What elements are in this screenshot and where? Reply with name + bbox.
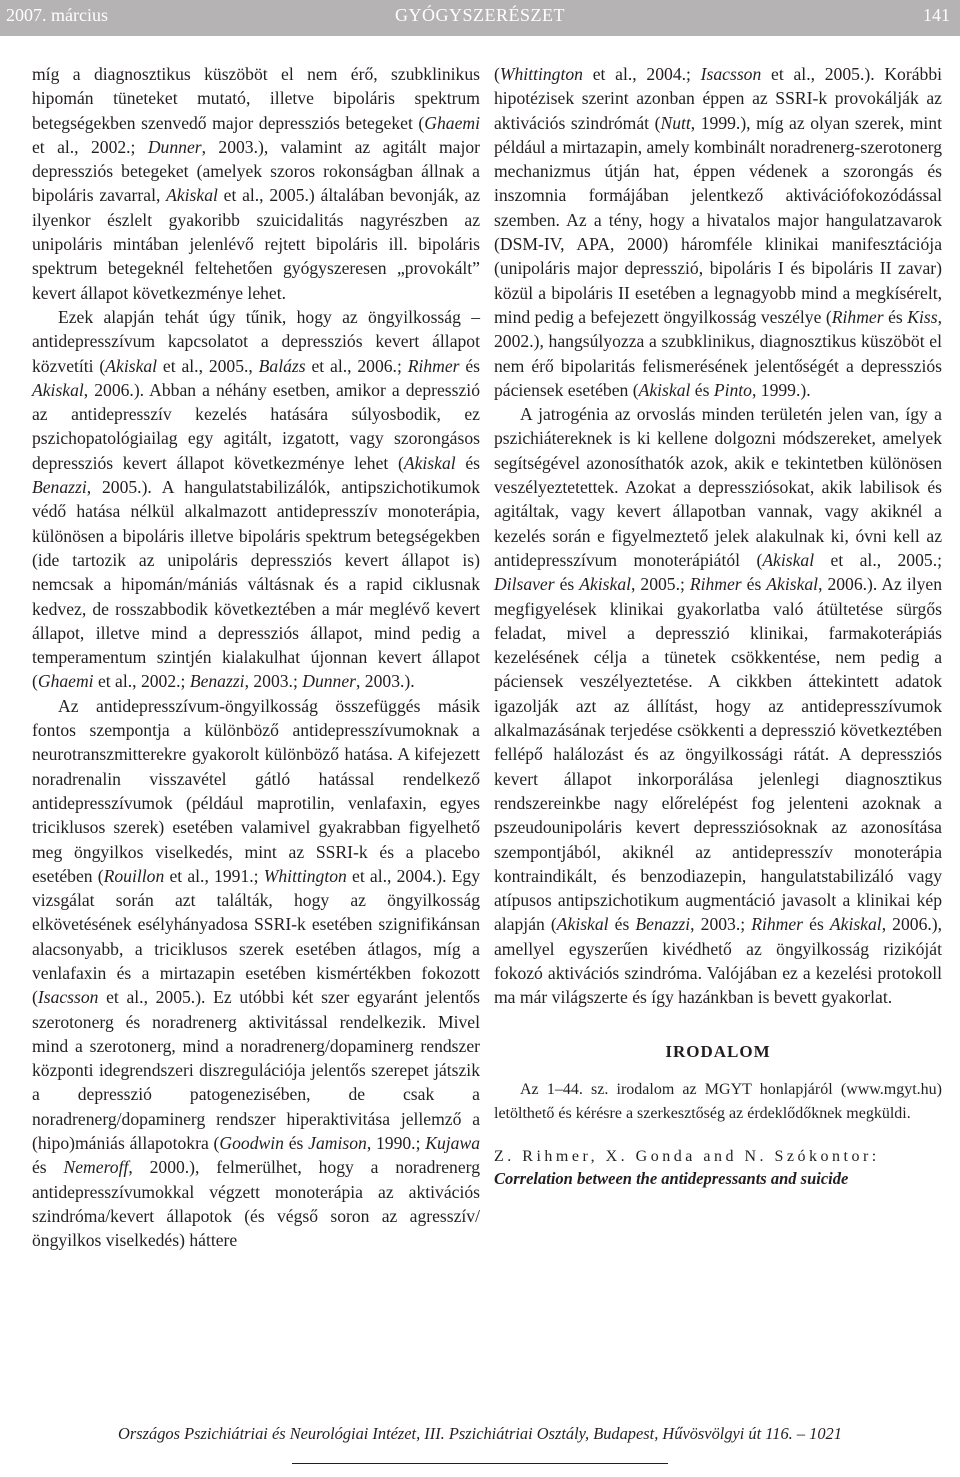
cited-author: Akiskal bbox=[403, 452, 456, 473]
body-paragraph: míg a diagnosztikus küszöböt el nem érő, szubklinikus hipomán tüneteket mutató, illetve bipoláris spektrum betegségekben szenvedő major depressziós betegeket (Ghaemi et al., 2002.; Dunner, 2003.), valamint az agitált major depressziós betegeket (amelyek szoros rokonságban állnak a bipoláris zavarral, Akiskal et al., 2005.) általában bevonják, az ilyenkor észlelt gyakoribb szuicidalitás nagyrészben az unipoláris mintában jelenlévő rejtett bipoláris ill. bipoláris spektrum betegeknél feltehetően gyógyszeresen „provokált” kevert állapot következménye lehet. bbox=[32, 64, 481, 303]
body-paragraph: A jatrogénia az orvoslás minden területén jelen van, így a pszichiátereknek is ki kellene dolgozni módszereket, amelyek segítségével azonosíthatók azok, akik e tekintetben különösen veszélyeztetettek. Azokat a depressziósokat, akik labilisok és agitáltak, vagy kevert állapotban vannak, vagy akiknél a kezelés során e figyelmeztető jelek alakulnak ki, óvni kell az antidepresszívum monoterápiától (Akiskal et al., 2005.; Dilsaver és Akiskal, 2005.; Rihmer és Akiskal, 2006.). Az ilyen megfigyelések klinikai gyakorlatba való átültetése sürgős feladat, mivel a depresszió klinikai, farmakoterápiás kezelésének célja a tünetek csökkentése, nem pedig a páciensek veszélyeztetése. A cikkben áttekintett adatok igazolják azt az állítást, hogy az antidepresszívumok alkalmazásának terjedése csökkenti a depresszió következtében fellépő halálozást és az öngyilkossági rátát. A depressziós kevert állapot inkorporálása jelenlegi diagnosztikus rendszereinkbe nagy előrelépést fog jelenteni azoknak a pszeudounipoláris kevert depressziósoknak az azonosítása szempontjából, akiknél az antidepresszív monoterápia kontraindikált, és benzodiazepin, hangulatstabilizáló vagy atípusos antipszichotikum augmentáció javasolt a klinikai kép alapján (Akiskal és Benazzi, 2003.; Rihmer és Akiskal, 2006.), amellyel egyszerűen kivédhető az öngyilkosság rizikóját fokozó aktivációs szindróma. Valójában ez a kezelési protokoll ma már világszerte és így hazánkban is bevett gyakorlat. bbox=[494, 404, 943, 1008]
english-summary-authors: Z. Rihmer, X. Gonda and N. Szókontor: bbox=[494, 1147, 880, 1165]
cited-author: Kiss bbox=[907, 306, 938, 327]
cited-author: Akiskal bbox=[638, 379, 691, 400]
cited-author: Akiskal bbox=[166, 185, 218, 206]
cited-author: Nutt bbox=[660, 112, 691, 133]
right-text-column bbox=[494, 62, 942, 1190]
cited-author: Dilsaver bbox=[494, 574, 555, 595]
cited-author: Ghaemi bbox=[37, 671, 94, 692]
body-paragraph: (Whittington et al., 2004.; Isacsson et al., 2005.). Korábbi hipotézisek szerint azonban éppen az SSRI-k provokálják az aktivációs szindrómát (Nutt, 1999.), míg az olyan szerek, mint például a mirtazapin, amely kombinált noradrenerg-szerotonerg mechanizmus útján hat, éppen védenek a szorongás és inszomnia formájában jelentkező aktivációfokozódással szemben. Az a tény, hogy a hivatalos major hangulatzavarok (DSM-IV, APA, 2000) háromféle klinikai manifesztációja (unipoláris major depresszió, bipoláris I és bipoláris II zavar) közül a bipoláris II esetében a legnagyobb mind a megkísérelt, mind pedig a befejezett öngyilkosság veszélye (Rihmer és Kiss, 2002.), hangsúlyozza a szubklinikus, diagnosztikus küszöböt el nem érő bipolaritás felismerésének jelentőségét a depressziós páciensek esetében (Akiskal és Pinto, 1999.). bbox=[494, 64, 943, 400]
body-paragraph: Ezek alapján tehát úgy tűnik, hogy az öngyilkosság – antidepresszívum kapcsolatot a depressziós kevert állapot közvetíti (Akiskal et al., 2005., Balázs et al., 2006.; Rihmer és Akiskal, 2006.). Abban a néhány esetben, amikor a depresszió az antidepresszív kezelés hatására súlyosbodik, ez pszichopatológiailag egy agitált, izgatott, vagy szorongásos depressziós kevert állapot következménye lehet (Akiskal és Benazzi, 2005.). A hangulatstabilizálók, antipszichotikumok védő hatása nélkül alkalmazott antidepresszív monoterápia, különösen a bipoláris illetve bipoláris spektrum betegségekben (ide tartozik az unipoláris depressziós kevert állapot is) nemcsak a hipomán/mániás váltásnak és a rapid ciklusnak kedvez, de rosszabbodik következtében a már meglévő kevert állapot, illetve mind a depressziós állapot, mind pedig a temperamentum szintjén kialakulhat újonnan kevert állapot (Ghaemi et al., 2002.; Benazzi, 2003.; Dunner, 2003.). bbox=[32, 306, 480, 692]
cited-author: Rihmer bbox=[689, 574, 742, 595]
cited-author: Ghaemi bbox=[424, 112, 480, 133]
cited-author: Benazzi bbox=[189, 671, 245, 692]
left-text-column bbox=[32, 62, 480, 1253]
cited-author: Dunner bbox=[302, 671, 356, 692]
cited-author: Akiskal bbox=[766, 574, 819, 595]
cited-author: Kujawa bbox=[425, 1133, 481, 1154]
references-note: Az 1–44. sz. irodalom az MGYT honlapjáról (www.mgyt.hu) letölthető és kérésre a szerkesztőség az érdeklődőknek megküldi. bbox=[494, 1080, 942, 1122]
english-summary-title: Correlation between the antidepressants and suicide bbox=[494, 1168, 849, 1188]
cited-author: Rihmer bbox=[831, 306, 884, 327]
cited-author: Isacsson bbox=[37, 987, 99, 1008]
cited-author: Jamison bbox=[308, 1133, 367, 1154]
cited-author: Benazzi bbox=[635, 914, 691, 935]
running-header bbox=[0, 0, 960, 36]
cited-author: Rihmer bbox=[407, 355, 460, 376]
cited-author: Goodwin bbox=[219, 1133, 284, 1154]
cited-author: Whittington bbox=[499, 64, 583, 84]
cited-author: Akiskal bbox=[829, 914, 882, 935]
cited-author: Benazzi bbox=[32, 477, 87, 498]
cited-author: Pinto bbox=[713, 379, 752, 400]
cited-author: Akiskal bbox=[32, 379, 84, 400]
footer-rule bbox=[292, 1463, 668, 1464]
body-paragraph: Az antidepresszívum-öngyilkosság összefüggés másik fontos szempontja a különböző antidepresszívumoknak a neurotranszmitterekre gyakorolt különböző hatása. A kifejezett noradrenalin visszavétel gátló hatással rendelkező antidepresszívumok (például maprotilin, venlafaxin, egyes triciklusos szerek) esetében valamivel gyakrabban figyelhető meg öngyilkos viselkedés, mint az SSRI-k és a placebo esetében (Rouillon et al., 1991.; Whittington et al., 2004.). Egy vizsgálat során azt találták, hogy az öngyilkosság elkövetésének esélyhányadosa SSRI-k esetében szignifikánsan alacsonyabb, a triciklusos szerek esetében átlagos, míg a venlafaxin és a mirtazapin esetében kismértékben fokozott (Isacsson et al., 2005.). Ez utóbbi két szer egyaránt jelentős szerotonerg és noradrenerg aktivitással rendelkezik. Mivel mind a szerotonerg, mind a noradrenerg/dopaminerg rendszer központi idegrendszeri diszregulációja jelentős szerepet játszik a depresszió patogenezisében, de csak a noradrenerg/dopaminerg rendszer hiperaktivitása jellemző a (hipo)mániás állapotokra (Goodwin és Jamison, 1990.; Kujawa és Nemeroff, 2000.), felmerülhet, hogy a noradrenerg antidepresszívumokkal végzett monoterápia az aktivációs szindróma/kevert állapotok (és végső soron az agresszív/öngyilkos viselkedés) háttere bbox=[32, 695, 481, 1251]
cited-author: Akiskal bbox=[762, 549, 815, 570]
header-page-number: 141 bbox=[923, 5, 950, 25]
cited-author: Akiskal bbox=[579, 574, 632, 595]
cited-author: Rouillon bbox=[103, 865, 165, 886]
cited-author: Balázs bbox=[258, 355, 306, 376]
cited-author: Dunner bbox=[147, 136, 202, 157]
cited-author: Rihmer bbox=[751, 914, 804, 935]
header-date: 2007. március bbox=[6, 5, 108, 25]
header-journal-title: GYÓGYSZERÉSZET bbox=[395, 5, 565, 25]
cited-author: Nemeroff bbox=[63, 1157, 129, 1178]
author-affiliation: Országos Pszichiátriai és Neurológiai Intézet, III. Pszichiátriai Osztály, Budapest, Hűvösvölgyi út 116. – 1021 bbox=[118, 1424, 842, 1443]
cited-author: Akiskal bbox=[105, 355, 158, 376]
cited-author: Isacsson bbox=[700, 64, 762, 84]
references-heading: IRODALOM bbox=[665, 1041, 771, 1061]
cited-author: Akiskal bbox=[556, 914, 609, 935]
cited-author: Whittington bbox=[263, 865, 347, 886]
